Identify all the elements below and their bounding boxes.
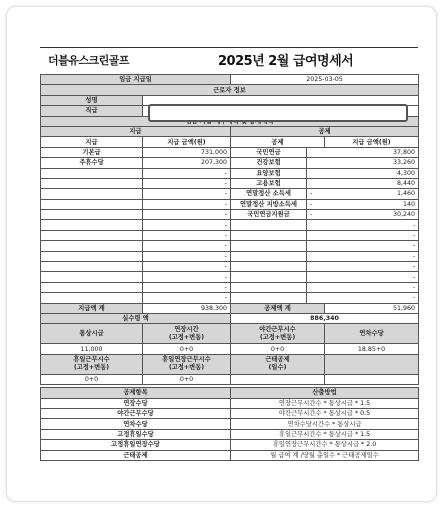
- deduction-item: 고용보험: [231, 178, 307, 188]
- pay-amount: -: [143, 251, 231, 261]
- pay-item: [41, 178, 143, 188]
- deduction-amount: 1,460: [325, 189, 419, 199]
- empty-header-cell: [325, 354, 419, 374]
- pay-col-amount: 지급 금액(원): [143, 137, 231, 147]
- pay-date-label: 임금 지급일: [41, 75, 231, 85]
- deduction-amount: -: [325, 282, 419, 292]
- night-value: 0+0: [231, 344, 325, 354]
- attendance-label-1: 근태공제: [265, 356, 290, 364]
- table-row: [41, 241, 419, 251]
- table-row: [41, 178, 419, 188]
- pay-item: [41, 189, 143, 199]
- method-calc: 월 급여 계 /당월 총일수 * 근태공제일수: [231, 450, 419, 460]
- pay-item: [41, 282, 143, 292]
- method-item: 연차수당: [41, 419, 231, 429]
- annual-leave-label: 연차수당: [325, 324, 419, 344]
- deduction-item: 국민연금지원금: [231, 210, 307, 220]
- method-calc: 연장근무시간수 * 통상시급 * 1.5: [231, 398, 419, 408]
- deduction-marker: -: [307, 210, 325, 220]
- holiday-label: [41, 354, 143, 374]
- holiday-ot-label: [143, 354, 231, 374]
- pay-amount: -: [143, 230, 231, 240]
- ordinary-wage-label: 통상시급: [41, 324, 143, 344]
- deduction-amount: -: [325, 241, 419, 251]
- deduction-amount: 8,440: [325, 178, 419, 188]
- deduction-amount: 140: [325, 199, 419, 209]
- table-row: [41, 272, 419, 282]
- pay-amount: -: [143, 220, 231, 230]
- table-row: [41, 220, 419, 230]
- worker-info-label: 근로자 정보: [41, 85, 419, 95]
- method-head-calc: 산출방법: [231, 388, 419, 398]
- method-head-item: 공제항목: [41, 388, 231, 398]
- deduction-item: [231, 282, 307, 292]
- pay-item: [41, 168, 143, 178]
- payslip-table: [40, 74, 419, 461]
- deduction-marker: [307, 147, 325, 157]
- empty-value-cell: [325, 374, 419, 384]
- total-pay-label: 지급액 계: [41, 303, 143, 313]
- table-row: [41, 199, 419, 209]
- deduction-marker: [307, 293, 325, 303]
- pay-item: [41, 272, 143, 282]
- section-header: [41, 126, 419, 136]
- pay-amount: -: [143, 272, 231, 282]
- method-row: [41, 429, 419, 439]
- table-row: [41, 262, 419, 272]
- title-bar: [40, 47, 418, 74]
- deduction-item: 연말정산 지방소득세: [231, 199, 307, 209]
- table-row: [41, 293, 419, 303]
- deduction-amount: -: [325, 272, 419, 282]
- method-header-row: [41, 388, 419, 398]
- deduction-marker: [307, 158, 325, 168]
- table-row: [41, 168, 419, 178]
- holiday-value: 0+0: [41, 374, 143, 384]
- net-pay-label: 실수령 액: [41, 313, 231, 323]
- deduction-amount: -: [325, 251, 419, 261]
- attendance-label-2: (일수): [268, 364, 287, 372]
- attendance-value: [231, 374, 325, 384]
- deduction-marker: [307, 272, 325, 282]
- deduction-marker: [307, 168, 325, 178]
- hours-values-row: [41, 344, 419, 354]
- pay-item: [41, 220, 143, 230]
- pay-amount: 207,300: [143, 158, 231, 168]
- deduction-amount: -: [325, 293, 419, 303]
- pay-item: [41, 241, 143, 251]
- table-row: [41, 251, 419, 261]
- pay-item: [41, 210, 143, 220]
- overtime-label-1: 연장시간: [174, 325, 199, 333]
- document-title: 2025년 2월 급여명세서: [218, 54, 354, 69]
- pay-item: 주휴수당: [41, 158, 143, 168]
- deduction-amount: 37,800: [325, 147, 419, 157]
- deduction-marker: -: [307, 199, 325, 209]
- method-calc: 휴일연장근무시간수 * 통상시급 * 2.0: [231, 440, 419, 450]
- overtime-value: 0+0: [143, 344, 231, 354]
- method-row: [41, 440, 419, 450]
- hours-header-row-2: [41, 354, 419, 374]
- pay-item: [41, 251, 143, 261]
- method-item: 연장수당: [41, 398, 231, 408]
- deduction-item: 요양보험: [231, 168, 307, 178]
- pay-amount: -: [143, 241, 231, 251]
- column-header: [41, 137, 419, 147]
- name-redaction-box: [148, 104, 408, 122]
- deduction-amount: -: [325, 262, 419, 272]
- method-item: 고정휴일연장수당: [41, 440, 231, 450]
- deduction-amount: -: [325, 230, 419, 240]
- pay-amount: -: [143, 199, 231, 209]
- pay-amount: -: [143, 210, 231, 220]
- pay-item: [41, 230, 143, 240]
- pay-date-value: 2025-03-05: [231, 75, 419, 85]
- deduction-item: [231, 241, 307, 251]
- payslip-card: [6, 6, 437, 502]
- holiday-ot-label-2: (고정+변동): [168, 364, 205, 372]
- deduction-marker: -: [307, 189, 325, 199]
- table-row: [41, 210, 419, 220]
- deduction-amount: 33,260: [325, 158, 419, 168]
- pay-date-row: [41, 75, 419, 85]
- company-name: 더블유스크린골프: [48, 54, 130, 67]
- deduction-marker: [307, 220, 325, 230]
- deduction-item: [231, 251, 307, 261]
- holiday-label-2: (고정+변동): [73, 364, 110, 372]
- position-label: 직급: [41, 106, 143, 116]
- method-row: [41, 398, 419, 408]
- pay-amount: -: [143, 262, 231, 272]
- deduction-marker: [307, 251, 325, 261]
- deduction-item: 국민연금: [231, 147, 307, 157]
- attendance-label: [231, 354, 325, 374]
- net-pay-row: [41, 313, 419, 323]
- total-pay-value: 938,300: [143, 303, 231, 313]
- deduction-section-label: 공제: [231, 126, 419, 136]
- deduction-amount: 30,240: [325, 210, 419, 220]
- table-row: [41, 230, 419, 240]
- deduction-item: [231, 293, 307, 303]
- deduction-item: 연말정산 소득세: [231, 189, 307, 199]
- pay-amount: -: [143, 168, 231, 178]
- holiday-ot-value: 0+0: [143, 374, 231, 384]
- pay-amount: -: [143, 293, 231, 303]
- method-row: [41, 419, 419, 429]
- pay-col-item: 지급: [41, 137, 143, 147]
- table-row: [41, 189, 419, 199]
- deduction-marker: [307, 241, 325, 251]
- ded-col-item: 공제: [231, 137, 325, 147]
- method-item: 근태공제: [41, 450, 231, 460]
- pay-amount: 731,000: [143, 147, 231, 157]
- pay-item: [41, 199, 143, 209]
- deduction-marker: [307, 230, 325, 240]
- hours-header-row: [41, 324, 419, 344]
- total-ded-value: 51,960: [325, 303, 419, 313]
- method-item: 고정휴일수당: [41, 429, 231, 439]
- ordinary-wage-value: 11,000: [41, 344, 143, 354]
- night-label: [231, 324, 325, 344]
- pay-section-label: 지급: [41, 126, 231, 136]
- annual-leave-value: 18.85+0: [325, 344, 419, 354]
- deduction-marker: [307, 178, 325, 188]
- name-label: 성명: [41, 95, 143, 105]
- deduction-amount: 4,300: [325, 168, 419, 178]
- deduction-marker: [307, 282, 325, 292]
- table-row: [41, 158, 419, 168]
- pay-item: [41, 293, 143, 303]
- net-pay-value: 886,340: [231, 313, 419, 323]
- night-label-1: 야간근무시수: [259, 325, 296, 333]
- night-label-2: (고정+변동): [259, 333, 296, 341]
- pay-amount: -: [143, 178, 231, 188]
- deduction-item: [231, 272, 307, 282]
- overtime-label: [143, 324, 231, 344]
- deduction-item: 건강보험: [231, 158, 307, 168]
- pay-item: 기본급: [41, 147, 143, 157]
- deduction-marker: [307, 262, 325, 272]
- overtime-label-2: (고정+변동): [168, 333, 205, 341]
- deduction-item: [231, 220, 307, 230]
- method-calc: 휴일근무시간수 * 통상시급 * 1.5: [231, 429, 419, 439]
- table-row: [41, 147, 419, 157]
- worker-info-header: [41, 85, 419, 95]
- hours-values-row-2: [41, 374, 419, 384]
- deduction-amount: -: [325, 220, 419, 230]
- ded-col-amount: 지급 금액(원): [325, 137, 419, 147]
- method-item: 야간근무수당: [41, 408, 231, 418]
- pay-item: [41, 262, 143, 272]
- method-calc: 연차수당시간수 * 통상시급: [231, 419, 419, 429]
- method-row: [41, 450, 419, 460]
- total-ded-label: 공제액 계: [231, 303, 325, 313]
- pay-amount: -: [143, 282, 231, 292]
- deduction-item: [231, 230, 307, 240]
- method-calc: 야간근무시간수 * 통상시급 * 0.5: [231, 408, 419, 418]
- method-row: [41, 408, 419, 418]
- totals-row: [41, 303, 419, 313]
- pay-amount: -: [143, 189, 231, 199]
- holiday-ot-label-1: 휴일연장근무시수: [162, 356, 211, 364]
- deduction-item: [231, 262, 307, 272]
- holiday-label-1: 휴일근무시수: [73, 356, 110, 364]
- table-row: [41, 282, 419, 292]
